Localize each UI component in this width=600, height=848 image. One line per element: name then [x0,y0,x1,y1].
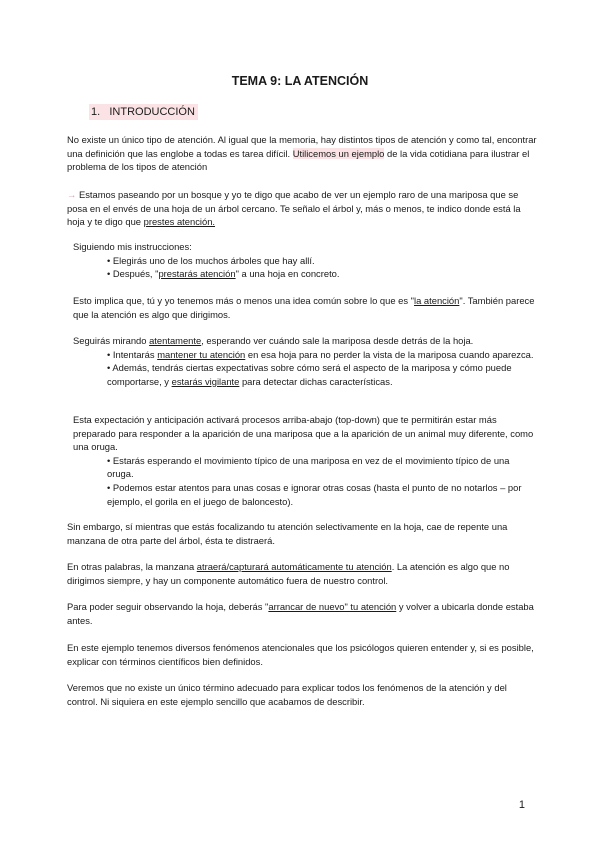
list-item-text: " a una hoja en concreto. [235,268,340,280]
list-item-underlined: prestarás atención [158,268,236,280]
implication-underlined: la atención [414,295,460,306]
instructions-block [73,240,535,281]
example-paragraph [67,188,537,229]
example-underlined: prestes atención. [143,216,216,228]
automatic-underlined: atraerá/capturará automáticamente tu atención [196,561,392,572]
document-title: TEMA 9: LA ATENCIÓN [231,74,369,88]
expectation-lead: Esta expectación y anticipación activará procesos arriba-abajo (top-down) que te permitirán estar más preparado para responder a la aparición de una mariposa que a la aparición de un animal muy diferente, como una oruga. [73,414,534,453]
intro-text-1: No existe un único tipo de atención. Al igual que la memoria, hay distintos tipos de atención y como tal, encontrar una definición que las englobe a todas es tarea difícil. [67,134,537,159]
watching-block [73,334,535,388]
section-heading [89,104,198,120]
list-item-text: • Después, " [107,268,159,280]
list-item [107,361,535,388]
expectation-block [73,413,535,508]
arrow-right-icon: → [67,189,77,200]
refocus-paragraph [67,600,537,627]
phenomena-paragraph: En este ejemplo tenemos diversos fenómenos atencionales que los psicólogos quieren entender y, si es posible, explicar con términos científicos bien definidos. [67,642,534,667]
refocus-text-1: Para poder seguir observando la hoja, deberás " [67,601,269,612]
list-item: • Podemos estar atentos para unas cosas e ignorar otras cosas (hasta el punto de no notarlos – por ejemplo, el gorila en el juego de baloncesto). [107,481,522,507]
implication-paragraph [73,294,535,321]
automatic-paragraph [67,560,537,587]
example-text: Estamos paseando por un bosque y yo te digo que acabo de ver un ejemplo raro de una mariposa que se posa en el envés de una hoja de un árbol cercano. Te señalo el árbol y, más o menos, te indico donde está la hoja y te digo que [67,189,521,228]
watching-underlined: atentamente [149,335,202,346]
intro-text-2: de la vida cotidiana para ilustrar el problema de los tipos de atención [67,147,530,173]
instructions-lead: Siguiendo mis instrucciones: [73,241,192,252]
intro-highlight: Utilicemos un ejemplo [292,147,385,159]
implication-text-1: Esto implica que, tú y yo tenemos más o menos una idea común sobre lo que es " [73,295,415,306]
section-title: INTRODUCCIÓN [109,106,195,118]
list-item-text: en esa hoja para no perder la vista de la mariposa cuando aparezca. [245,348,534,360]
watching-lead [73,334,535,348]
list-item-text: • Intentarás [107,348,158,360]
watching-text: , esperando ver cuándo sale la mariposa desde detrás de la hoja. [201,335,474,346]
refocus-underlined: arrancar de nuevo" tu atención [268,601,397,612]
list-item-text: para detectar dichas características. [239,375,393,387]
list-item [107,348,535,362]
list-item [107,267,535,281]
distraction-paragraph: Sin embargo, sí mientras que estás focalizando tu atención selectivamente en la hoja, cae de repente una manzana de otra parte del árbol, ésta te distraerá. [67,521,508,546]
list-item: • Elegirás uno de los muchos árboles que hay allí. [107,254,315,266]
list-item-text: • Además, tendrás ciertas expectativas sobre cómo será el aspecto de la mariposa y cómo puede comportarse, y [107,362,512,387]
automatic-text-2: . La atención es algo que no dirigimos siempre, y hay un componente automático fuera de nuestro control. [67,561,510,586]
expectation-list [73,454,535,508]
page-number: 1 [518,799,525,811]
intro-paragraph [67,133,537,174]
automatic-text-1: En otras palabras, la manzana [67,561,197,572]
implication-text-2: ". También parece que la atención es algo que dirigimos. [73,295,535,320]
watching-list [73,348,535,389]
refocus-text-2: y volver a ubicarla donde estaba antes. [67,601,534,626]
watching-text: Seguirás mirando [73,335,150,346]
section-number: 1. [91,106,101,118]
conclusion-paragraph: Veremos que no existe un único término adecuado para explicar todos los fenómenos de la atención y del control. Ni siquiera en este ejemplo sencillo que acabamos de describir. [67,682,507,707]
list-item-underlined: mantener tu atención [157,348,246,360]
list-item-underlined: estarás vigilante [171,375,240,387]
list-item: • Estarás esperando el movimiento típico de una mariposa en vez de el movimiento típico de una oruga. [107,454,510,480]
instructions-list [73,254,535,281]
